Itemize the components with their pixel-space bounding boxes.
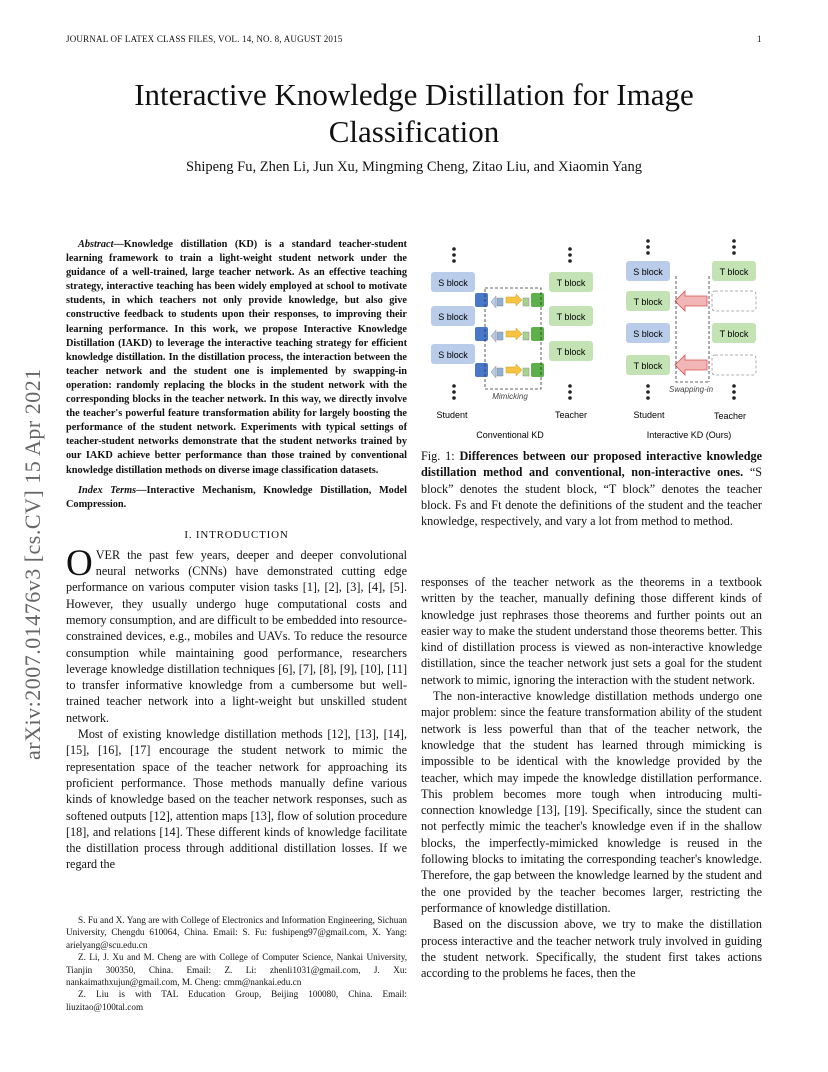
mimicking-label: Mimicking	[492, 392, 528, 401]
abstract	[66, 238, 407, 478]
ikd-s-block-2-label: S block	[633, 329, 663, 339]
swap-arrow-1	[675, 291, 707, 311]
ikd-student-top-dots	[646, 239, 650, 255]
conventional-row-3	[431, 341, 593, 378]
s-block-label: S block	[438, 278, 468, 288]
ikd-empty-slot-1	[712, 291, 756, 311]
index-terms	[66, 484, 407, 512]
intro-paragraph-1	[66, 542, 407, 726]
ikd-swapped-t-block-2-label: T block	[633, 361, 663, 371]
figure-1-diagram	[421, 236, 776, 446]
ikd-teacher-bottom-dots	[732, 384, 736, 400]
s-block-label: S block	[438, 312, 468, 322]
caption-rest: “S block” denotes the student block, “T block” denotes the teacher block. Fs and Ft denote the definitions of the student and the teacher knowledge, respectively, and vary a lot from method to method.	[421, 465, 763, 529]
conventional-kd-label: Conventional KD	[476, 430, 544, 440]
footnote-1: S. Fu and X. Yang are with College of Electronics and Information Engineering, Sichuan University, Chengdu 610064, China. Email: S. Fu: fushipeng97@gmail.com, X. Yang: arielyang@scu.edu.cn	[66, 915, 407, 950]
ikd-teacher-top-dots	[732, 239, 736, 255]
intro-paragraph-3: responses of the teacher network as the theorems in a textbook written by the teacher, manually defining those different kinds of knowledge just rephrases those theorems and further points out an easier way to make the student understand those theorems better. This kind of distillation process is viewed as non-interactive knowledge distillation, since the teacher network just sets a goal for the student network to mimic, ignoring the interaction with the student network.	[421, 575, 762, 687]
conventional-row-2	[431, 306, 593, 342]
right-column	[421, 574, 762, 981]
intro-paragraph-4: The non-interactive knowledge distillation methods undergo one major problem: since the feature transformation ability of the student network is less powerful than that of the teacher network, the knowledge that the student has learned through mimicking is impossible to be identical with the knowledge provided by the teacher, which may impede the knowledge distillation performance. This problem becomes more tough when introducing multi-connection knowledge [13], [19]. Specifically, since the student can not perfectly mimic the teacher's knowledge even if in the shallow blocks, the imperfectly-mimicked knowledge is reused in the following blocks to imitating the corresponding teacher's knowledge. Therefore, the gap between the knowledge learned by the student and the one provided by the teacher becomes larger, restricting the performance of knowledge distillation.	[421, 689, 762, 915]
ikd-s-block-1-label: S block	[633, 267, 663, 277]
teacher-bottom-dots	[568, 384, 572, 400]
arxiv-stamp: arXiv:2007.01476v3 [cs.CV] 15 Apr 2021	[20, 368, 45, 760]
student-top-dots	[452, 247, 456, 263]
index-terms-label: Index Terms	[78, 484, 137, 496]
abstract-text: —Knowledge distillation (KD) is a standard teacher-student learning framework to train a light-weight student network under the guidance of a well-trained, large teacher network. As an effective teaching strategy, interactive teaching has been widely employed at school to motivate students, in which teachers not only provide knowledge, but also give constructive feedback to students upon their responses, to improving their learning performance. In this work, we propose Interactive Knowledge Distillation (IAKD) to leverage the interactive teaching strategy for efficient knowledge distillation. In the distillation process, the interaction between the teacher network and the student one is implemented by swapping-in operation: randomly replacing the blocks in the student network with the corresponding blocks in the teacher network. In this way, we directly involve the teacher's powerful feature transformation ability for largely boosting the performance of the student network. Experiments with typical settings of teacher-student networks demonstrate that the student networks trained by our IAKD achieve better performance than those trained by conventional knowledge distillation methods on diverse image classification datasets.	[66, 239, 407, 476]
footnote-2: Z. Li, J. Xu and M. Cheng are with College of Computer Science, Nankai University, Tianjin 300350, China. Email: Z. Li: zhenli1031@gmail.com, J. Xu: nankaimathxujun@gmail.com, M. Cheng: cmm@nankai.edu.cn	[66, 952, 407, 988]
ikd-empty-slot-2	[712, 355, 756, 375]
drop-cap: O	[66, 542, 93, 584]
intro-paragraph-2: Most of existing knowledge distillation methods [12], [13], [14], [15], [16], [17] encourage the student network to mimic the representation space of the teacher network for approaching its proficient performance. Those methods manually define various kinds of knowledge based on the teacher network responses, such as softened outputs [12], attention maps [13], flow of solution procedure [18], and relations [14]. These different kinds of knowledge facilitate the distillation process through additional distillation losses. If we regard the	[66, 727, 407, 872]
t-block-label: T block	[556, 278, 586, 288]
fs-box	[475, 363, 488, 377]
abstract-label: Abstract	[78, 239, 114, 250]
ikd-teacher-label: Teacher	[713, 411, 747, 421]
swap-arrow-2	[675, 355, 707, 375]
student-label: Student	[436, 410, 468, 420]
caption-bold: Differences between our proposed interactive knowledge distillation method and conventional, non-interactive ones.	[421, 449, 762, 480]
fs-box	[475, 327, 488, 341]
ft-box	[531, 293, 544, 307]
student-bottom-dots	[452, 384, 456, 400]
conventional-row-1	[431, 272, 593, 308]
ft-box	[531, 363, 544, 377]
running-header: JOURNAL OF LATEX CLASS FILES, VOL. 14, NO. 8, AUGUST 2015	[66, 34, 343, 44]
footnotes	[66, 914, 407, 1013]
ft-box	[531, 327, 544, 341]
fs-box	[475, 293, 488, 307]
footnote-3: Z. Liu is with TAL Education Group, Beijing 100080, China. Email: liuzitao@100tal.com	[66, 989, 407, 1012]
interactive-kd-label: Interactive KD (Ours)	[646, 430, 732, 440]
ikd-t-block-2-label: T block	[719, 329, 749, 339]
figure-1-caption	[421, 448, 762, 529]
left-column	[66, 238, 407, 873]
teacher-top-dots	[568, 247, 572, 263]
caption-label: Fig. 1:	[421, 449, 460, 463]
ikd-student-bottom-dots	[646, 384, 650, 400]
author-list: Shipeng Fu, Zhen Li, Jun Xu, Mingming Cheng, Zitao Liu, and Xiaomin Yang	[186, 159, 642, 175]
intro-paragraph-1-text: VER the past few years, deeper and deeper convolutional neural networks (CNNs) have demonstrated cutting edge performance on various computer vision tasks [1], [2], [3], [4], [5]. However, they usually undergo huge computational costs and memory consumption, and are difficult to be embedded into resource-constrained devices, e.g., mobiles and UAVs. To reduce the resource consumption while maintaining good performance, researchers leverage knowledge distillation techniques [6], [7], [8], [9], [10], [11] to transfer informative knowledge from a cumbersome but well-trained teacher network into a light-weight but unskilled student network.	[66, 547, 407, 725]
swapping-in-label: Swapping-in	[668, 385, 714, 394]
index-terms-text: —Interactive Mechanism, Knowledge Distillation, Model Compression.	[66, 484, 407, 510]
s-block-label: S block	[438, 350, 468, 360]
paper-title: Interactive Knowledge Distillation for Image Classification	[134, 77, 694, 149]
t-block-label: T block	[556, 312, 586, 322]
ikd-swapped-t-block-1-label: T block	[633, 297, 663, 307]
ikd-student-label: Student	[633, 410, 665, 420]
intro-paragraph-5: Based on the discussion above, we try to make the distillation process interactive and the teacher network truly involved in guiding the student network. Specifically, the student first takes actions according to the problems he faces, then the	[421, 917, 762, 981]
teacher-label: Teacher	[554, 410, 588, 420]
ikd-t-block-1-label: T block	[719, 267, 749, 277]
t-block-label: T block	[556, 347, 586, 357]
section-heading-introduction: I. INTRODUCTION	[184, 528, 289, 541]
page-number: 1	[757, 34, 762, 44]
